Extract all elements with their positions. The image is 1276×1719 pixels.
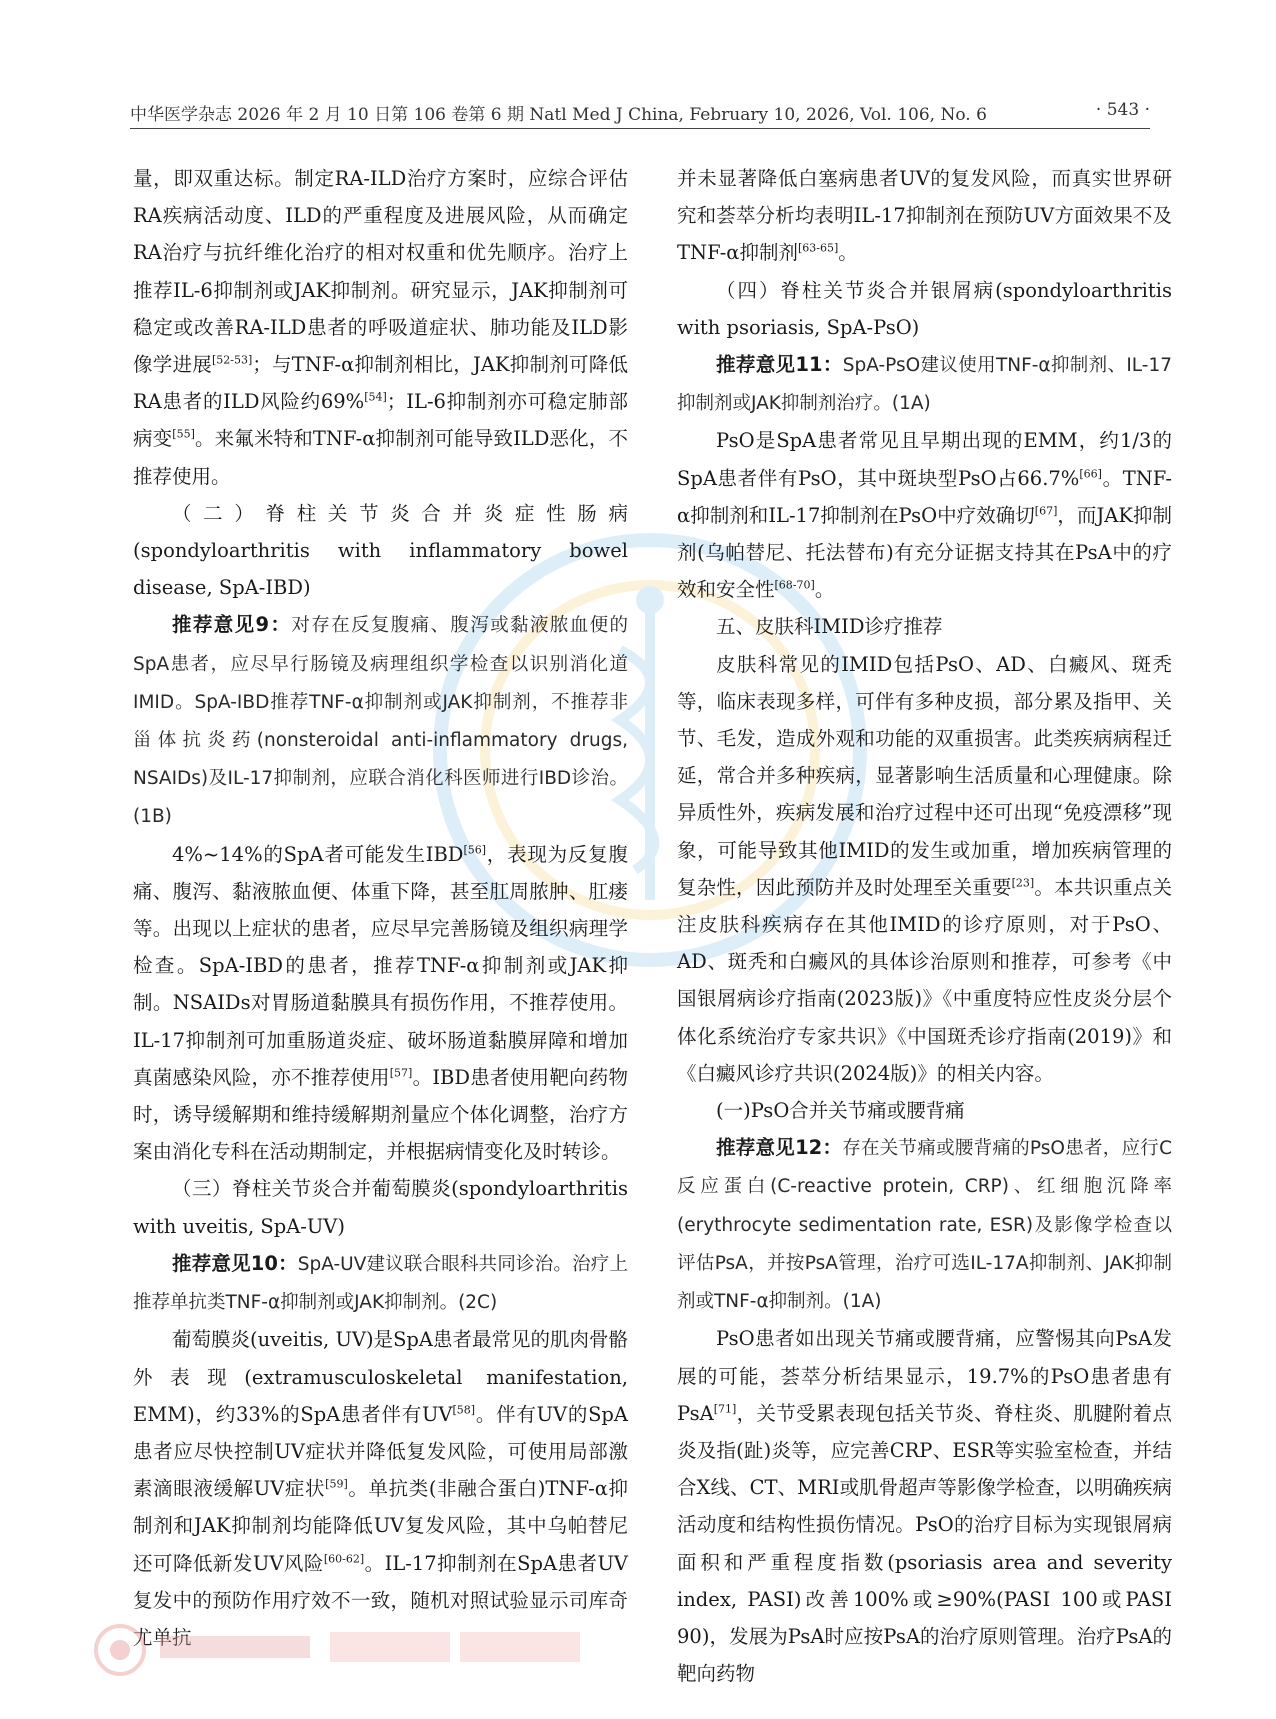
paragraph bbox=[677, 646, 1172, 1092]
paragraph bbox=[677, 1320, 1172, 1692]
text-run: 五、皮肤科IMID诊疗推荐 bbox=[716, 615, 943, 639]
citation-ref: [60-62] bbox=[323, 1552, 365, 1566]
text-run: ，关节受累表现包括关节炎、脊柱炎、肌腱附着点炎及指(趾)炎等，应完善CRP、ESR等实验室检查，并结合X线、CT、MRI或肌骨超声等影像学检查，以明确疾病活动度和结构性损伤情况。PsO的治疗目标为实现银屑病面积和严重程度指数(psoriasis area and severity index, PASI)改善100%或≥90%(PASI 100或PASI 90)，发展为PsA时应按PsA的治疗原则管理。治疗PsA的靶向药物 bbox=[677, 1401, 1172, 1686]
text-run: 。本共识重点关注皮肤科疾病存在其他IMID的诊疗原则，对于PsO、AD、斑秃和白癜风的具体诊治原则和推荐，可参考《中国银屑病诊疗指南(2023版)》《中重度特应性皮炎分层个体化系统治疗专家共识》《中国斑秃诊疗指南(2019)》和《白癜风诊疗共识(2024版)》的相关内容。 bbox=[677, 875, 1172, 1085]
paragraph bbox=[133, 836, 628, 1171]
text-run: （四）脊柱关节炎合并银屑病(spondyloarthritis with psoriasis, SpA-PsO) bbox=[677, 278, 1172, 339]
citation-ref: [63-65] bbox=[797, 241, 839, 255]
header-rule bbox=[130, 128, 1150, 129]
text-run: 4%~14%的SpA者可能发生IBD bbox=[172, 842, 464, 866]
text-run: 量，即双重达标。制定RA-ILD治疗方案时，应综合评估RA疾病活动度、ILD的严重程度及进展风险，从而确定RA治疗与抗纤维化治疗的相对权重和优先顺序。治疗上推荐IL-6抑制剂或JAK抑制剂。研究显示，JAK抑制剂可稳定或改善RA-ILD患者的呼吸道症状、肺功能及ILD影像学进展 bbox=[133, 167, 628, 377]
text-run: ；与TNF-α抑制剂相比，JAK抑制剂可降低RA患者的ILD风险约69% bbox=[133, 353, 628, 414]
citation-ref: [71] bbox=[713, 1402, 737, 1416]
recommendation-label: 推荐意见9： bbox=[172, 613, 292, 637]
text-run: PsO患者如出现关节痛或腰背痛，应警惕其向PsA发展的可能，荟萃分析结果显示，19.7%的PsO患者患有PsA bbox=[677, 1327, 1172, 1425]
recommendation-text: SpA-PsO建议使用TNF-α抑制剂、IL-17抑制剂或JAK抑制剂治疗。(1A) bbox=[677, 355, 1173, 415]
section-heading bbox=[677, 1092, 1172, 1129]
recommendation bbox=[133, 606, 628, 835]
citation-ref: [54] bbox=[364, 390, 387, 404]
citation-ref: [52-53] bbox=[212, 353, 253, 367]
recommendation bbox=[677, 1129, 1172, 1320]
citation-ref: [58] bbox=[452, 1403, 476, 1417]
page-number: · 543 · bbox=[1095, 100, 1150, 120]
citation-ref: [55] bbox=[172, 427, 195, 441]
text-run: 皮肤科常见的IMID包括PsO、AD、白癜风、斑秃等，临床表现多样，可伴有多种皮损，部分累及指甲、关节、毛发，造成外观和功能的双重损害。此类疾病病程迁延，常合并多种疾病，显著影响生活质量和心理健康。除异质性外，疾病发展和治疗过程中还可出现“免疫漂移”现象，可能导致其他IMID的发生或加重，增加疾病管理的复杂性，因此预防并及时处理至关重要 bbox=[677, 652, 1172, 899]
text-run: （二）脊柱关节炎合并炎症性肠病(spondyloarthritis with inflammatory bowel disease, SpA-IBD) bbox=[133, 501, 628, 600]
citation-ref: [56] bbox=[463, 843, 487, 857]
text-run: PsO是SpA患者常见且早期出现的EMM，约1/3的SpA患者伴有PsO，其中斑块型PsO占66.7% bbox=[677, 429, 1172, 490]
text-run: 。单抗类(非融合蛋白)TNF-α抑制剂和JAK抑制剂均能降低UV复发风险，其中乌帕替尼还可降低新发UV风险 bbox=[133, 1477, 628, 1575]
section-heading bbox=[133, 495, 628, 607]
recommendation bbox=[133, 1245, 628, 1321]
text-run: （三）脊柱关节炎合并葡萄膜炎(spondyloarthritis with uveitis, SpA-UV) bbox=[133, 1177, 628, 1238]
text-run: ，表现为反复腹痛、腹泻、黏液脓血便、体重下降，甚至肛周脓肿、肛瘘等。出现以上症状的患者，应尽早完善肠镜及组织病理学检查。SpA-IBD的患者，推荐TNF-α抑制剂或JAK抑制。NSAIDs对胃肠道黏膜具有损伤作用，不推荐使用。IL-17抑制剂可加重肠道炎症、破坏肠道黏膜屏障和增加真菌感染风险，亦不推荐使用 bbox=[133, 842, 628, 1089]
text-run: 。IL-17抑制剂在SpA患者UV复发中的预防作用疗效不一致，随机对照试验显示司库奇尤单抗 bbox=[133, 1551, 628, 1649]
left-column bbox=[133, 160, 628, 1656]
recommendation-label: 推荐意见11： bbox=[716, 353, 843, 377]
citation-ref: [23] bbox=[1011, 876, 1035, 890]
section-heading bbox=[677, 272, 1172, 346]
journal-citation: 中华医学杂志 2026 年 2 月 10 日第 106 卷第 6 期 Natl Med J China, February 10, 2026, Vol. 106, No. 6 bbox=[130, 105, 987, 125]
section-heading bbox=[133, 1170, 628, 1244]
text-run: 。伴有UV的SpA患者应尽快控制UV症状并降低复发风险，可使用局部激素滴眼液缓解UV症状 bbox=[133, 1402, 628, 1501]
paragraph-continued bbox=[677, 160, 1172, 272]
text-run: ，而JAK抑制剂(乌帕替尼、托法替布)有充分证据支持其在PsA中的疗效和安全性 bbox=[677, 503, 1172, 602]
text-run: 。TNF-α抑制剂和IL-17抑制剂在PsO中疗效确切 bbox=[677, 466, 1173, 527]
text-run: 。来氟米特和TNF-α抑制剂可能导致ILD恶化，不推荐使用。 bbox=[133, 427, 628, 488]
section-heading bbox=[677, 608, 1172, 645]
right-column bbox=[677, 160, 1172, 1692]
recommendation-text: 对存在反复腹痛、腹泻或黏液脓血便的SpA患者，应尽早行肠镜及病理组织学检查以识别消化道IMID。SpA-IBD推荐TNF-α抑制剂或JAK抑制剂，不推荐非甾体抗炎药(nonsteroidal anti-inflammatory drugs, NSAIDs)及IL-17抑制剂，应联合消化科医师进行IBD诊治。(1B) bbox=[133, 615, 628, 828]
text-run: 并未显著降低白塞病患者UV的复发风险，而真实世界研究和荟萃分析均表明IL-17抑制剂在预防UV方面效果不及TNF-α抑制剂 bbox=[677, 167, 1172, 265]
citation-ref: [66] bbox=[1079, 467, 1102, 481]
text-run: 。 bbox=[838, 241, 858, 265]
citation-ref: [57] bbox=[389, 1066, 413, 1080]
running-header bbox=[130, 96, 1150, 126]
text-run: 。 bbox=[814, 578, 835, 602]
recommendation-label: 推荐意见10： bbox=[172, 1251, 298, 1275]
recommendation bbox=[677, 346, 1172, 422]
citation-ref: [59] bbox=[325, 1477, 348, 1491]
paragraph bbox=[677, 422, 1172, 608]
citation-ref: [67] bbox=[1034, 504, 1058, 518]
text-run: (一)PsO合并关节痛或腰背痛 bbox=[716, 1099, 965, 1123]
recommendation-text: SpA-UV建议联合眼科共同诊治。治疗上推荐单抗类TNF-α抑制剂或JAK抑制剂。(2C) bbox=[133, 1253, 628, 1314]
recommendation-text: 存在关节痛或腰背痛的PsO患者，应行C反应蛋白(C-reactive protein, CRP)、红细胞沉降率(erythrocyte sedimentation rate, ESR)及影像学检查以评估PsA，并按PsA管理，治疗可选IL-17A抑制剂、JAK抑制剂或TNF-α抑制剂。(1A) bbox=[677, 1138, 1172, 1313]
citation-ref: [68-70] bbox=[774, 578, 815, 592]
text-run: ；IL-6抑制剂亦可稳定肺部病变 bbox=[133, 390, 628, 451]
text-run: 。IBD患者使用靶向药物时，诱导缓解期和维持缓解期剂量应个体化调整，治疗方案由消化专科在活动期制定，并根据病情变化及时转诊。 bbox=[133, 1065, 628, 1164]
text-run: 葡萄膜炎(uveitis, UV)是SpA患者最常见的肌肉骨骼外表现(extramusculoskeletal manifestation, EMM)，约33%的SpA患者伴有UV bbox=[133, 1328, 628, 1426]
paragraph bbox=[133, 1321, 628, 1656]
recommendation-label: 推荐意见12： bbox=[716, 1136, 843, 1160]
paragraph-continued bbox=[133, 160, 628, 495]
